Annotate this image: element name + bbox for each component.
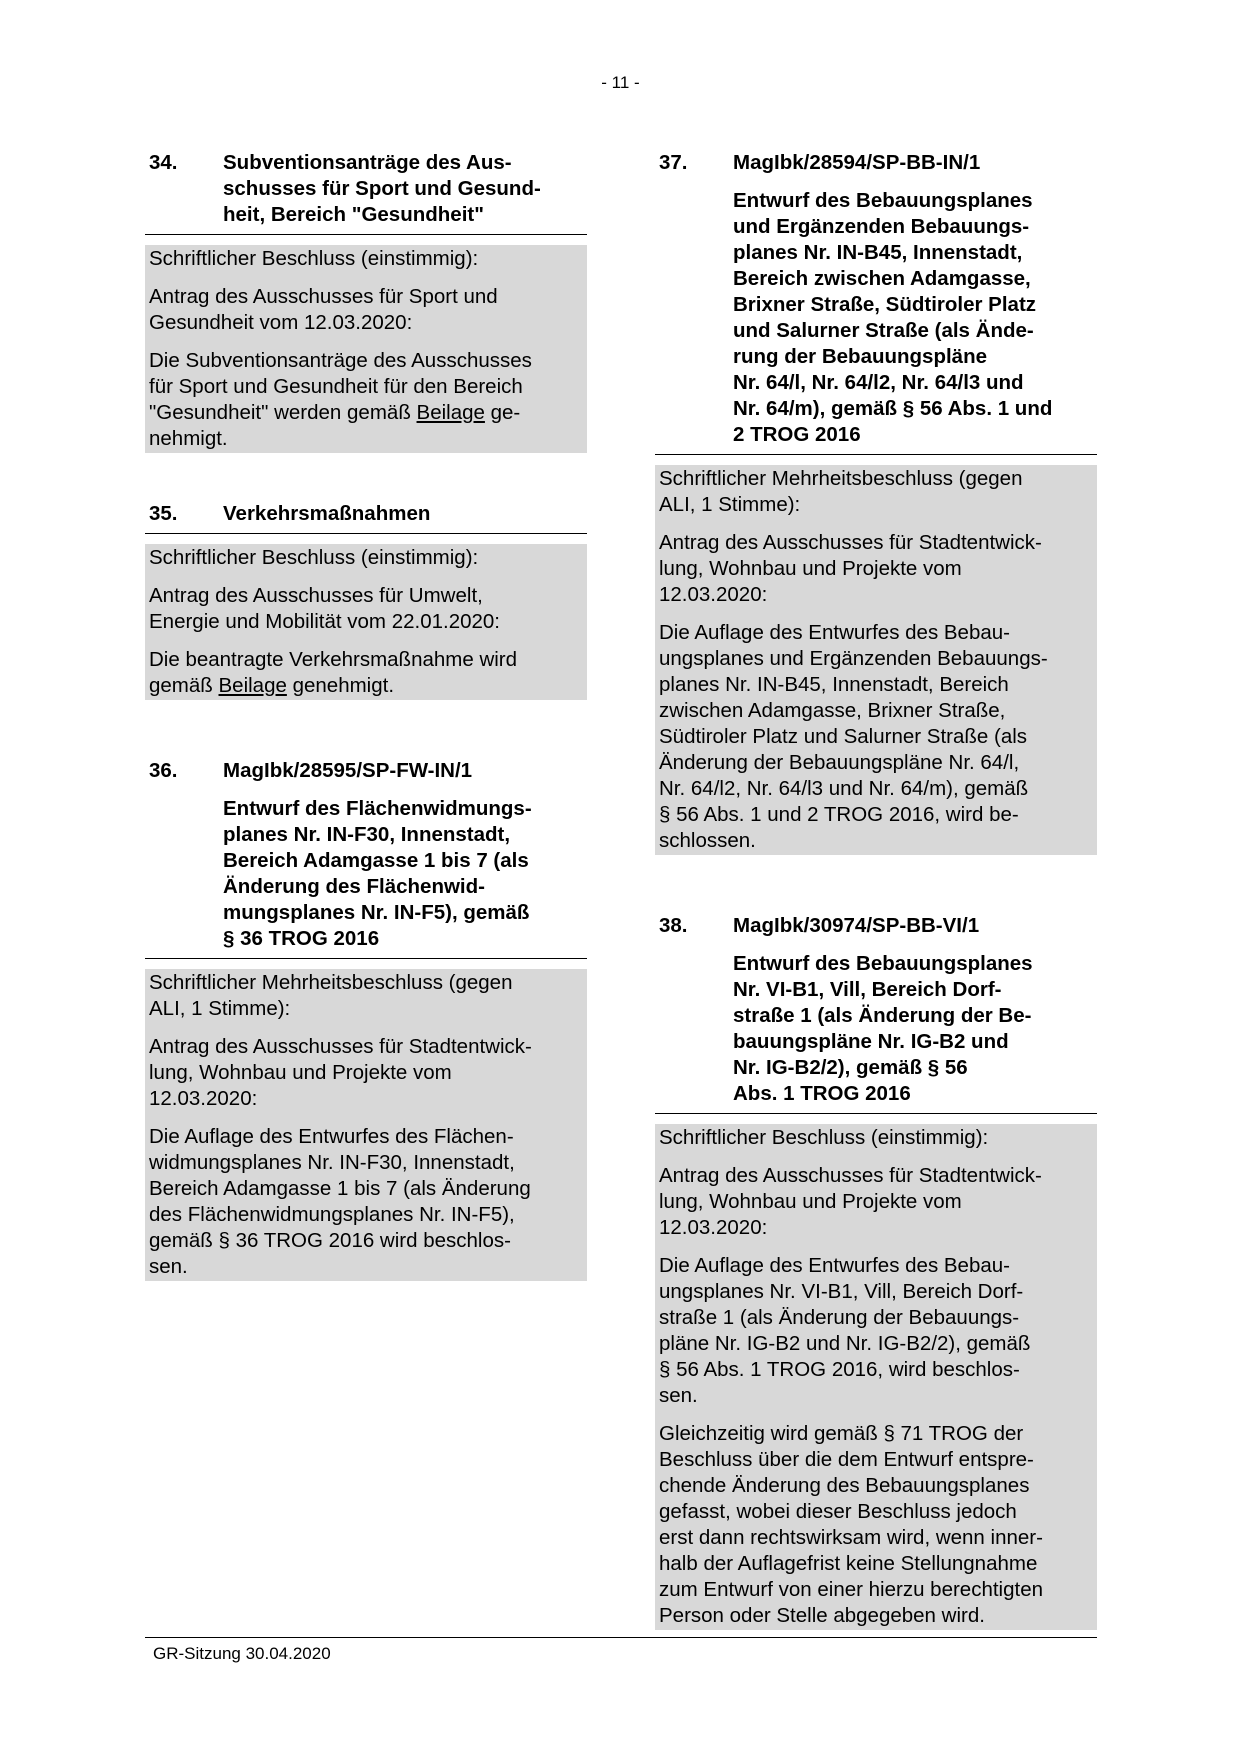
resolution-text: Die Auflage des Entwurfes des Bebau- ungsplanes Nr. VI-B1, Vill, Bereich Dorf- straße 1 (als Änderung der Bebauungs- pläne Nr. IG-B2 und Nr. IG-B2/2), gemäß § 56 Abs. 1 TROG 2016, wird beschlos- sen.: [659, 1254, 1031, 1407]
agenda-item-36: [145, 758, 587, 1281]
item-heading: [655, 150, 1097, 455]
item-title: Verkehrsmaßnahmen: [223, 502, 431, 525]
decision-block: [655, 1124, 1097, 1630]
motion-text: Antrag des Ausschusses für Sport und Gesundheit vom 12.03.2020:: [149, 285, 498, 334]
motion-text: Antrag des Ausschusses für Stadtentwick- lung, Wohnbau und Projekte vom 12.03.2020:: [659, 531, 1042, 606]
item-title: MagIbk/28595/SP-FW-IN/1 Entwurf des Flächenwidmungs- planes Nr. IN-F30, Innenstadt, Bereich Adamgasse 1 bis 7 (als Änderung des Flächenwid- mungsplanes Nr. IN-F5), gemäß § 36 TROG 2016: [223, 758, 583, 952]
agenda-item-35: [145, 501, 587, 700]
attachment-link[interactable]: Beilage: [218, 674, 287, 697]
item-number: 38.: [659, 914, 688, 937]
decision-block: [655, 465, 1097, 855]
decision-block: [145, 544, 587, 700]
item-title: MagIbk/30974/SP-BB-VI/1 Entwurf des Bebauungsplanes Nr. VI-B1, Vill, Bereich Dorf- straße 1 (als Änderung der Be- bauungspläne Nr. IG-B2 und Nr. IG-B2/2), gemäß § 56 Abs. 1 TROG 2016: [733, 913, 1093, 1107]
item-heading: [145, 501, 587, 534]
agenda-item-37: [655, 150, 1097, 855]
decision-type: Schriftlicher Beschluss (einstimmig):: [659, 1126, 989, 1149]
item-heading: [145, 150, 587, 235]
agenda-item-38: [655, 913, 1097, 1630]
page-footer: [145, 1637, 1097, 1664]
resolution-text: Die Subventionsanträge des Ausschusses für Sport und Gesundheit für den Bereich "Gesundheit" werden gemäß Beilage ge- nehmigt.: [149, 349, 532, 450]
page-number: - 11 -: [601, 73, 640, 92]
item-number: 37.: [659, 151, 688, 174]
item-number: 34.: [149, 151, 178, 174]
motion-text: Antrag des Ausschusses für Stadtentwick- lung, Wohnbau und Projekte vom 12.03.2020:: [659, 1164, 1042, 1239]
resolution-text-2: Gleichzeitig wird gemäß § 71 TROG der Beschluss über die dem Entwurf entspre- chende Änderung des Bebauungsplanes gefasst, wobei dieser Beschluss jedoch erst dann rechtswirksam wird, wenn inner- halb der Auflagefrist keine Stellungnahme zum Entwurf von einer hierzu berechtigten Person oder Stelle abgegeben wird.: [659, 1422, 1044, 1627]
agenda-item-34: [145, 150, 587, 453]
item-reference: MagIbk/30974/SP-BB-VI/1: [733, 914, 980, 937]
item-heading: [145, 758, 587, 959]
motion-text: Antrag des Ausschusses für Stadtentwick- lung, Wohnbau und Projekte vom 12.03.2020:: [149, 1035, 532, 1110]
motion-text: Antrag des Ausschusses für Umwelt, Energie und Mobilität vom 22.01.2020:: [149, 584, 501, 633]
footer-text: GR-Sitzung 30.04.2020: [153, 1644, 331, 1663]
item-number: 35.: [149, 502, 178, 525]
decision-type: Schriftlicher Mehrheitsbeschluss (gegen ALI, 1 Stimme):: [149, 971, 513, 1020]
resolution-text: Die beantragte Verkehrsmaßnahme wird gemäß Beilage genehmigt.: [149, 648, 518, 697]
item-heading: [655, 913, 1097, 1114]
attachment-link[interactable]: Beilage: [416, 401, 485, 424]
item-title: Subventionsanträge des Aus- schusses für Sport und Gesund- heit, Bereich "Gesundheit": [223, 151, 541, 226]
item-reference: MagIbk/28594/SP-BB-IN/1: [733, 151, 981, 174]
resolution-text: Die Auflage des Entwurfes des Bebau- ungsplanes und Ergänzenden Bebauungs- planes Nr. IN-B45, Innenstadt, Bereich zwischen Adamgasse, Brixner Straße, Südtiroler Platz und Salurner Straße (als Änderung der Bebauungspläne Nr. 64/l, Nr. 64/l2, Nr. 64/l3 und Nr. 64/m), gemäß § 56 Abs. 1 und 2 TROG 2016, wird be- schlossen.: [659, 621, 1048, 852]
decision-block: [145, 245, 587, 453]
decision-block: [145, 969, 587, 1281]
resolution-text: Die Auflage des Entwurfes des Flächen- widmungsplanes Nr. IN-F30, Innenstadt, Bereich Adamgasse 1 bis 7 (als Änderung des Flächenwidmungsplanes Nr. IN-F5), gemäß § 36 TROG 2016 wird beschlos- sen.: [149, 1125, 531, 1278]
decision-type: Schriftlicher Beschluss (einstimmig):: [149, 546, 479, 569]
decision-type: Schriftlicher Mehrheitsbeschluss (gegen ALI, 1 Stimme):: [659, 467, 1023, 516]
right-column: [655, 150, 1097, 1674]
left-column: [145, 150, 587, 1325]
item-number: 36.: [149, 759, 178, 782]
item-reference: MagIbk/28595/SP-FW-IN/1: [223, 759, 473, 782]
decision-type: Schriftlicher Beschluss (einstimmig):: [149, 247, 479, 270]
item-title: MagIbk/28594/SP-BB-IN/1 Entwurf des Bebauungsplanes und Ergänzenden Bebauungs- planes Nr. IN-B45, Innenstadt, Bereich zwischen Adamgasse, Brixner Straße, Südtiroler Platz und Salurner Straße (als Ände- rung der Bebauungspläne Nr. 64/l, Nr. 64/l2, Nr. 64/l3 und Nr. 64/m), gemäß § 56 Abs. 1 und 2 TROG 2016: [733, 150, 1093, 448]
